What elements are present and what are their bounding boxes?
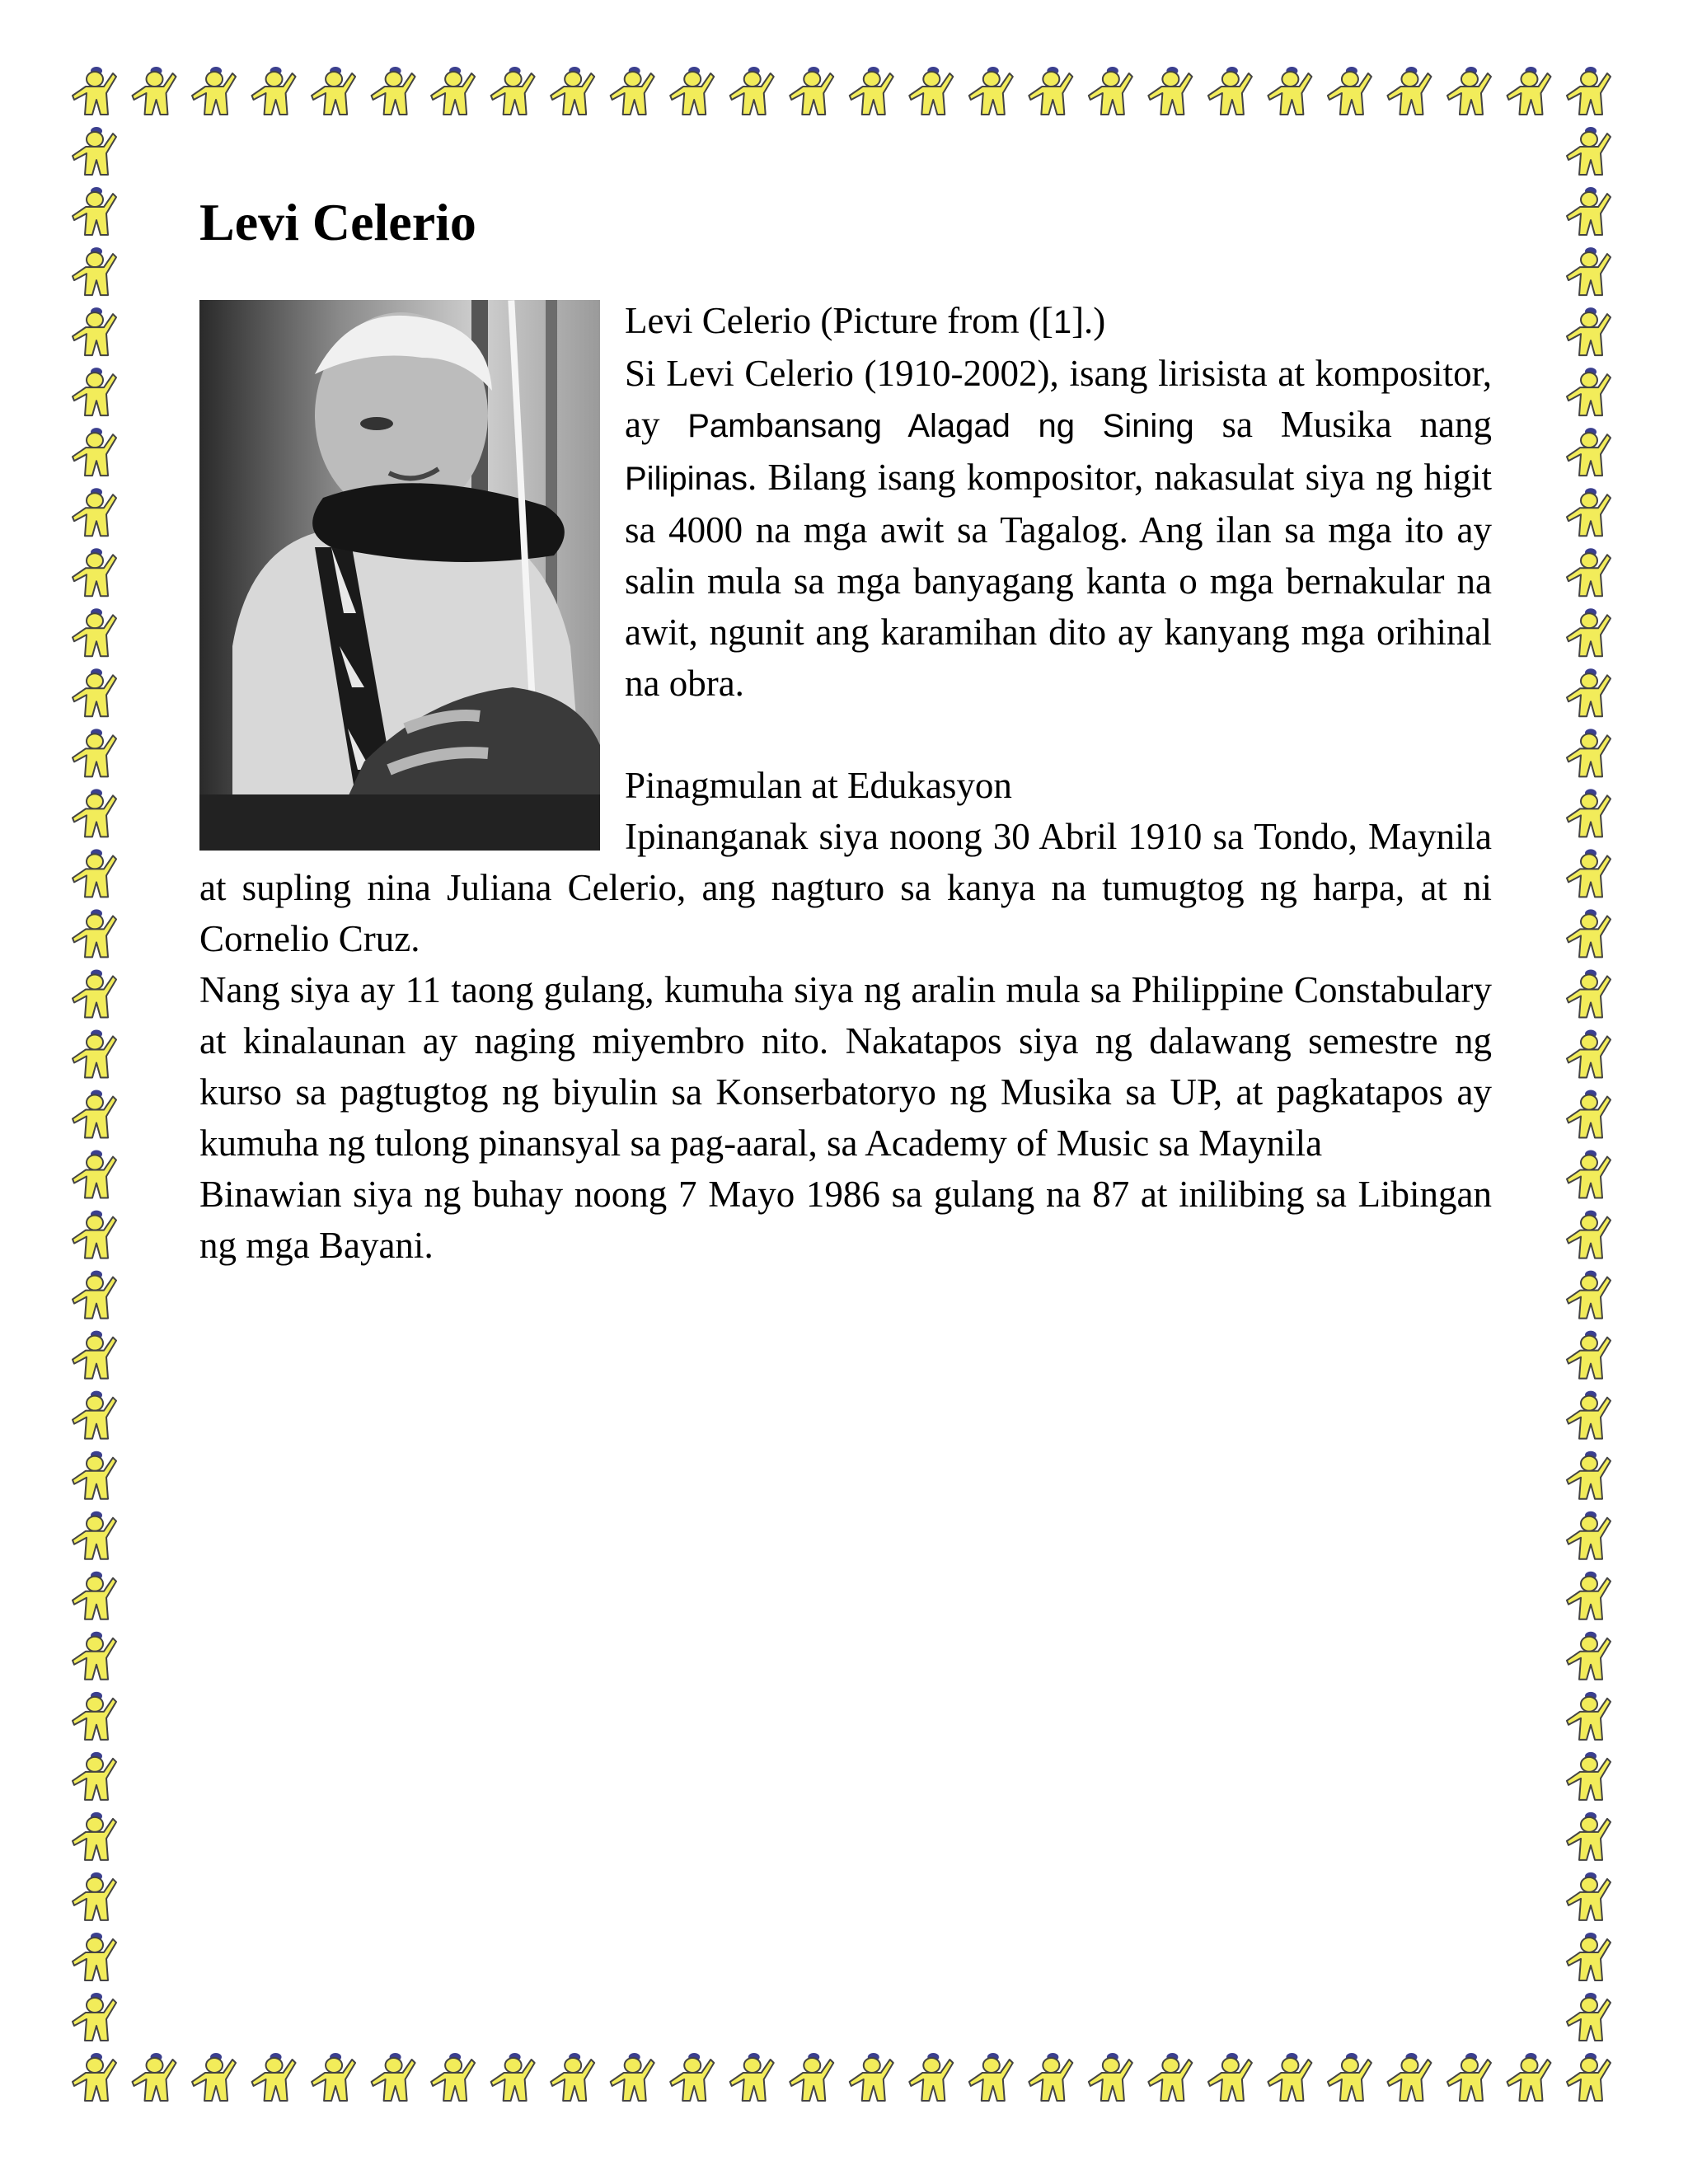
yellow-figure-icon: [73, 909, 116, 957]
yellow-figure-icon: [372, 67, 415, 115]
yellow-figure-icon: [73, 1812, 116, 1860]
yellow-figure-icon: [192, 67, 236, 115]
yellow-figure-icon: [192, 2053, 236, 2101]
yellow-figure-icon: [850, 67, 893, 115]
yellow-figure-icon: [73, 1151, 116, 1198]
paragraph-education: Nang siya ay 11 taong gulang, kumuha siya ng aralin mula sa Philippine Constabulary at kinalaunan ay naging miyembro nito. Nakatapos siya ng dalawang semestre ng kurso sa pagtugtog ng biyulin sa Konserbatoryo ng Musika sa UP, at pagkatapos ay kumuha ng tulong pinansyal sa pag-aaral, sa Academy of Music sa Maynila: [199, 969, 1492, 1164]
yellow-figure-icon: [491, 67, 535, 115]
yellow-figure-icon: [1567, 1090, 1611, 1138]
yellow-figure-icon: [252, 2053, 296, 2101]
yellow-figure-icon: [73, 67, 116, 115]
yellow-figure-icon: [73, 1271, 116, 1319]
yellow-figure-icon: [252, 67, 296, 115]
yellow-figure-icon: [73, 548, 116, 596]
yellow-figure-icon: [1567, 488, 1611, 536]
yellow-figure-icon: [969, 67, 1013, 115]
yellow-figure-icon: [73, 428, 116, 476]
yellow-figure-icon: [1567, 247, 1611, 295]
yellow-figure-icon: [909, 67, 953, 115]
yellow-figure-icon: [730, 2053, 774, 2101]
yellow-figure-icon: [73, 849, 116, 897]
yellow-figure-icon: [551, 67, 594, 115]
yellow-figure-icon: [1567, 969, 1611, 1017]
yellow-figure-icon: [73, 127, 116, 175]
yellow-figure-icon: [1507, 2053, 1550, 2101]
yellow-figure-icon: [73, 1451, 116, 1499]
yellow-figure-icon: [1567, 1331, 1611, 1379]
yellow-figure-icon: [1567, 1029, 1611, 1077]
yellow-figure-icon: [1567, 1632, 1611, 1680]
yellow-figure-icon: [1567, 1572, 1611, 1619]
yellow-figure-icon: [73, 1993, 116, 2041]
yellow-figure-icon: [670, 2053, 714, 2101]
yellow-figure-icon: [372, 2053, 415, 2101]
yellow-figure-icon: [73, 368, 116, 415]
yellow-figure-icon: [1567, 608, 1611, 656]
yellow-figure-icon: [1567, 1993, 1611, 2041]
yellow-figure-icon: [1148, 2053, 1192, 2101]
link-pilipinas[interactable]: Pilipinas: [625, 461, 748, 497]
yellow-figure-icon: [850, 2053, 893, 2101]
yellow-figure-icon: [73, 1752, 116, 1800]
yellow-figure-icon: [969, 2053, 1013, 2101]
yellow-figure-icon: [1567, 789, 1611, 837]
yellow-figure-icon: [1447, 2053, 1491, 2101]
yellow-figure-icon: [1328, 2053, 1372, 2101]
yellow-figure-icon: [312, 2053, 355, 2101]
yellow-figure-icon: [551, 2053, 594, 2101]
yellow-figure-icon: [1208, 2053, 1252, 2101]
yellow-figure-icon: [1268, 67, 1311, 115]
yellow-figure-icon: [1029, 67, 1072, 115]
yellow-figure-icon: [73, 668, 116, 716]
yellow-figure-icon: [1567, 849, 1611, 897]
yellow-figure-icon: [909, 2053, 953, 2101]
yellow-figure-icon: [1567, 127, 1611, 175]
photo-caption: Levi Celerio (Picture from ([1].): [625, 300, 1106, 341]
document: [199, 190, 1492, 1271]
yellow-figure-icon: [73, 1572, 116, 1619]
yellow-figure-icon: [73, 1933, 116, 1980]
yellow-figure-icon: [73, 488, 116, 536]
yellow-figure-icon: [73, 1211, 116, 1258]
yellow-figure-icon: [1567, 548, 1611, 596]
yellow-figure-icon: [1268, 2053, 1311, 2101]
yellow-figure-icon: [1567, 1211, 1611, 1258]
yellow-figure-icon: [670, 67, 714, 115]
yellow-figure-icon: [1328, 67, 1372, 115]
yellow-figure-icon: [73, 1029, 116, 1077]
paragraph-birth: Ipinanganak siya noong 30 Abril 1910 sa Tondo, Maynila at supling nina Juliana Celerio, ang nagturo sa kanya na tumugtog ng harpa, at ni Cornelio Cruz.: [199, 816, 1492, 959]
yellow-figure-icon: [73, 1632, 116, 1680]
link-pambansang-alagad[interactable]: Pambansang Alagad ng Sining: [687, 408, 1194, 444]
yellow-figure-icon: [1567, 729, 1611, 776]
yellow-figure-icon: [133, 2053, 176, 2101]
yellow-figure-icon: [1567, 1933, 1611, 1980]
yellow-figure-icon: [73, 608, 116, 656]
yellow-figure-icon: [1387, 2053, 1431, 2101]
yellow-figure-icon: [1567, 1451, 1611, 1499]
yellow-figure-icon: [1567, 1872, 1611, 1920]
yellow-figure-icon: [73, 969, 116, 1017]
yellow-figure-icon: [431, 2053, 475, 2101]
yellow-figure-icon: [73, 729, 116, 776]
yellow-figure-icon: [133, 67, 176, 115]
yellow-figure-icon: [1387, 67, 1431, 115]
yellow-figure-icon: [1208, 67, 1252, 115]
yellow-figure-icon: [1567, 1812, 1611, 1860]
yellow-figure-icon: [1567, 428, 1611, 476]
yellow-figure-icon: [790, 67, 833, 115]
violinist-photo: [199, 300, 600, 851]
yellow-figure-icon: [73, 1331, 116, 1379]
yellow-figure-icon: [1148, 67, 1192, 115]
yellow-figure-icon: [312, 67, 355, 115]
yellow-figure-icon: [73, 1872, 116, 1920]
yellow-figure-icon: [1567, 2053, 1611, 2101]
yellow-figure-icon: [73, 1391, 116, 1439]
yellow-figure-icon: [73, 789, 116, 837]
yellow-figure-icon: [491, 2053, 535, 2101]
yellow-figure-icon: [1089, 67, 1132, 115]
yellow-figure-icon: [73, 1090, 116, 1138]
yellow-figure-icon: [1567, 187, 1611, 235]
yellow-figure-icon: [1567, 1752, 1611, 1800]
yellow-figure-icon: [611, 2053, 654, 2101]
yellow-figure-icon: [1567, 1151, 1611, 1198]
yellow-figure-icon: [1567, 1271, 1611, 1319]
yellow-figure-icon: [1029, 2053, 1072, 2101]
yellow-figure-icon: [790, 2053, 833, 2101]
yellow-figure-icon: [1567, 909, 1611, 957]
yellow-figure-icon: [73, 1692, 116, 1740]
yellow-figure-icon: [1567, 1692, 1611, 1740]
reference-link[interactable]: 1: [1053, 304, 1072, 340]
yellow-figure-icon: [730, 67, 774, 115]
section-heading: Pinagmulan at Edukasyon: [625, 765, 1012, 806]
yellow-figure-icon: [73, 2053, 116, 2101]
yellow-figure-icon: [611, 67, 654, 115]
yellow-figure-icon: [1447, 67, 1491, 115]
intro-paragraph: Si Levi Celerio (1910-2002), isang lirisista at kompositor, ay Pambansang Alagad ng Sining sa Musika nang Pilipinas. Bilang isang kompositor, nakasulat siya ng higit sa 4000 na mga awit sa Tagalog. Ang ilan sa mga ito ay salin mula sa mga banyagang kanta o mga bernakular na awit, ngunit ang karamihan dito ay kanyang mga orihinal na obra.: [625, 353, 1492, 704]
yellow-figure-icon: [431, 67, 475, 115]
yellow-figure-icon: [73, 247, 116, 295]
yellow-figure-icon: [1567, 1511, 1611, 1559]
yellow-figure-icon: [1567, 1391, 1611, 1439]
yellow-figure-icon: [1567, 67, 1611, 115]
yellow-figure-icon: [1567, 368, 1611, 415]
yellow-figure-icon: [1089, 2053, 1132, 2101]
paragraph-death: Binawian siya ng buhay noong 7 Mayo 1986 sa gulang na 87 at inilibing sa Libingan ng mga Bayani.: [199, 1174, 1492, 1266]
yellow-figure-icon: [73, 187, 116, 235]
yellow-figure-icon: [73, 307, 116, 355]
document-title: Levi Celerio: [199, 193, 476, 251]
yellow-figure-icon: [1567, 668, 1611, 716]
yellow-figure-icon: [73, 1511, 116, 1559]
yellow-figure-icon: [1507, 67, 1550, 115]
yellow-figure-icon: [1567, 307, 1611, 355]
